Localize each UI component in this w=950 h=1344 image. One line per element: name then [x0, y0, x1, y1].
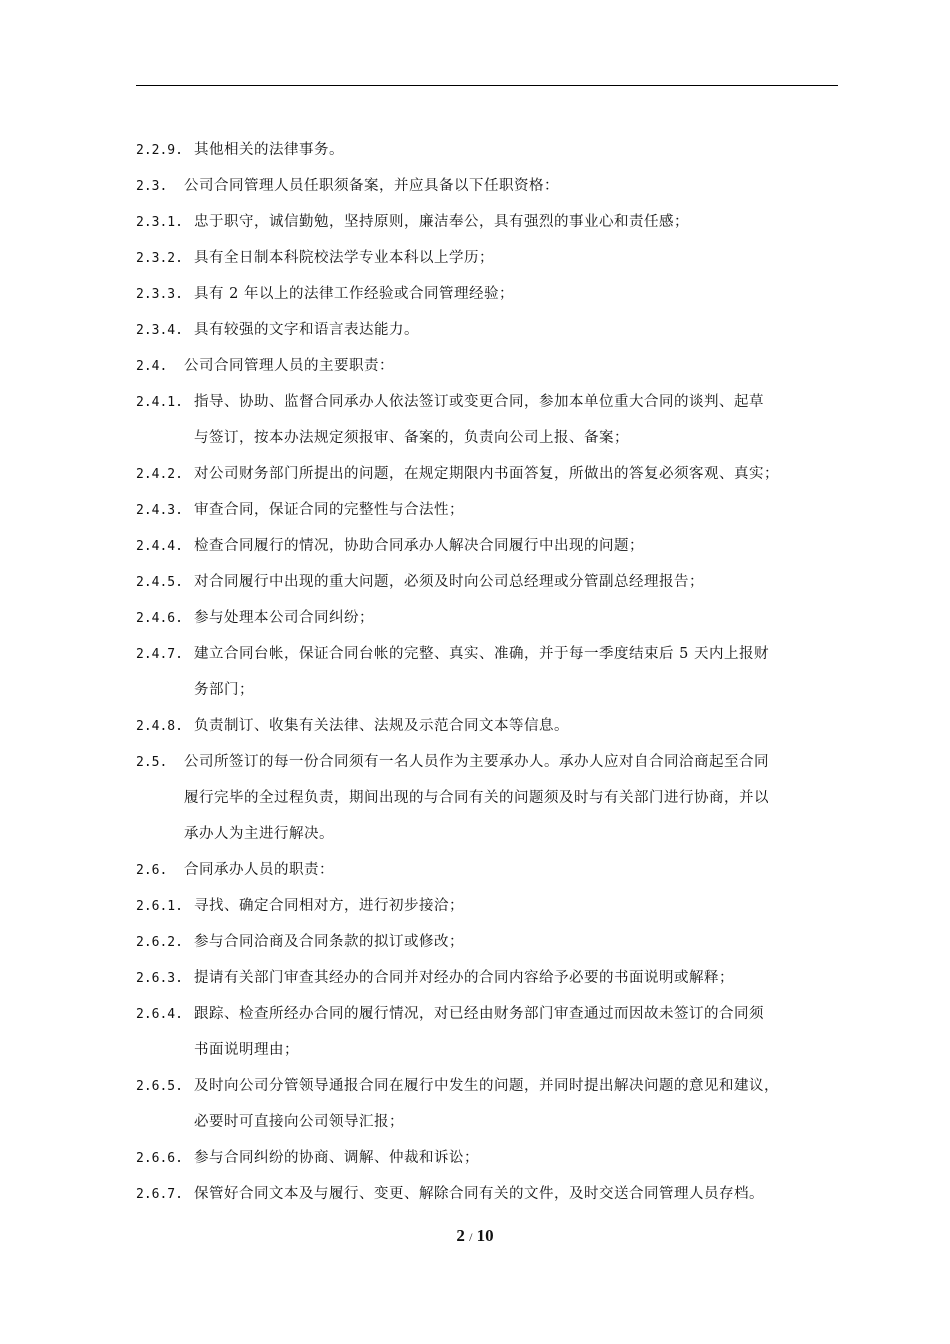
clause-text: 合同承办人员的职责：	[184, 862, 334, 878]
clause-item	[136, 348, 838, 384]
clause-text: 负责制订、收集有关法律、法规及示范合同文本等信息。	[194, 718, 569, 734]
clause-item	[136, 1176, 838, 1212]
clause-text: 对合同履行中出现的重大问题，必须及时向公司总经理或分管副总经理报告；	[194, 574, 704, 590]
clause-item	[136, 276, 838, 312]
clause-text: 公司合同管理人员任职须备案，并应具备以下任职资格：	[184, 178, 559, 194]
clause-text-continued: 必要时可直接向公司领导汇报；	[194, 1114, 404, 1130]
clause-number: 2.3.	[136, 179, 168, 194]
clause-number: 2.4.8.	[136, 719, 183, 734]
clause-text: 建立合同台帐，保证合同台帐的完整、真实、准确，并于每一季度结束后 5 天内上报财	[194, 646, 769, 662]
clause-item	[136, 456, 838, 492]
page-number-current: 2	[456, 1226, 465, 1245]
clause-text-continued: 与签订，按本办法规定须报审、备案的，负责向公司上报、备案；	[194, 430, 629, 446]
clause-text-continued: 承办人为主进行解决。	[184, 826, 334, 842]
clause-text: 检查合同履行的情况，协助合同承办人解决合同履行中出现的问题；	[194, 538, 644, 554]
clause-number: 2.4.4.	[136, 539, 183, 554]
clause-number: 2.4.7.	[136, 647, 183, 662]
clause-text: 审查合同，保证合同的完整性与合法性；	[194, 502, 464, 518]
clause-number: 2.4.6.	[136, 611, 183, 626]
clause-item	[136, 492, 838, 528]
clause-text: 具有 2 年以上的法律工作经验或合同管理经验；	[194, 286, 514, 302]
clause-item	[136, 960, 838, 996]
clause-text: 指导、协助、监督合同承办人依法签订或变更合同，参加本单位重大合同的谈判、起草	[194, 394, 764, 410]
clause-number: 2.6.3.	[136, 971, 183, 986]
clause-number: 2.4.	[136, 359, 168, 374]
clause-number: 2.4.3.	[136, 503, 183, 518]
clause-number: 2.6.1.	[136, 899, 183, 914]
clause-item	[136, 600, 838, 636]
clause-text: 提请有关部门审查其经办的合同并对经办的合同内容给予必要的书面说明或解释；	[194, 970, 734, 986]
clause-number: 2.4.2.	[136, 467, 183, 482]
clause-number: 2.3.1.	[136, 215, 183, 230]
clause-text: 公司合同管理人员的主要职责：	[184, 358, 394, 374]
clause-text: 忠于职守，诚信勤勉，坚持原则，廉洁奉公，具有强烈的事业心和责任感；	[194, 214, 689, 230]
clause-number: 2.3.2.	[136, 251, 183, 266]
page-number-separator: /	[469, 1230, 473, 1244]
clause-item	[136, 744, 838, 852]
clause-item	[136, 996, 838, 1068]
clause-text: 跟踪、检查所经办合同的履行情况，对已经由财务部门审查通过而因故未签订的合同须	[194, 1006, 764, 1022]
clause-item	[136, 888, 838, 924]
clause-item	[136, 852, 838, 888]
clause-item	[136, 132, 838, 168]
clause-item	[136, 564, 838, 600]
clause-text: 参与合同洽商及合同条款的拟订或修改；	[194, 934, 464, 950]
clause-item	[136, 204, 838, 240]
clause-text: 具有全日制本科院校法学专业本科以上学历；	[194, 250, 494, 266]
clause-item	[136, 240, 838, 276]
clause-item	[136, 1068, 838, 1140]
clause-text: 保管好合同文本及与履行、变更、解除合同有关的文件，及时交送合同管理人员存档。	[194, 1186, 764, 1202]
page-footer	[0, 1226, 950, 1246]
clause-number: 2.6.7.	[136, 1187, 183, 1202]
document-body	[136, 132, 838, 1212]
clause-text: 具有较强的文字和语言表达能力。	[194, 322, 419, 338]
header-rule	[136, 85, 838, 86]
clause-number: 2.6.2.	[136, 935, 183, 950]
clause-text: 其他相关的法律事务。	[194, 142, 344, 158]
page-number-total: 10	[476, 1226, 494, 1245]
clause-text-continued: 务部门；	[194, 682, 254, 698]
clause-number: 2.2.9.	[136, 143, 183, 158]
clause-item	[136, 708, 838, 744]
clause-text-continued: 履行完毕的全过程负责，期间出现的与合同有关的问题须及时与有关部门进行协商，并以	[184, 790, 769, 806]
clause-text-continued: 书面说明理由；	[194, 1042, 299, 1058]
clause-text: 参与合同纠纷的协商、调解、仲裁和诉讼；	[194, 1150, 479, 1166]
clause-item	[136, 312, 838, 348]
clause-number: 2.6.4.	[136, 1007, 183, 1022]
clause-text: 及时向公司分管领导通报合同在履行中发生的问题，并同时提出解决问题的意见和建议，	[194, 1078, 779, 1094]
clause-number: 2.6.	[136, 863, 168, 878]
clause-number: 2.3.4.	[136, 323, 183, 338]
clause-item	[136, 1140, 838, 1176]
clause-item	[136, 384, 838, 456]
clause-text: 公司所签订的每一份合同须有一名人员作为主要承办人。承办人应对自合同洽商起至合同	[184, 754, 769, 770]
clause-text: 参与处理本公司合同纠纷；	[194, 610, 374, 626]
clause-item	[136, 636, 838, 708]
clause-number: 2.3.3.	[136, 287, 183, 302]
clause-item	[136, 528, 838, 564]
clause-text: 寻找、确定合同相对方，进行初步接洽；	[194, 898, 464, 914]
clause-text: 对公司财务部门所提出的问题，在规定期限内书面答复，所做出的答复必须客观、真实；	[194, 466, 779, 482]
clause-number: 2.6.5.	[136, 1079, 183, 1094]
clause-number: 2.4.5.	[136, 575, 183, 590]
clause-number: 2.4.1.	[136, 395, 183, 410]
clause-number: 2.6.6.	[136, 1151, 183, 1166]
clause-item	[136, 168, 838, 204]
clause-item	[136, 924, 838, 960]
clause-number: 2.5.	[136, 755, 168, 770]
